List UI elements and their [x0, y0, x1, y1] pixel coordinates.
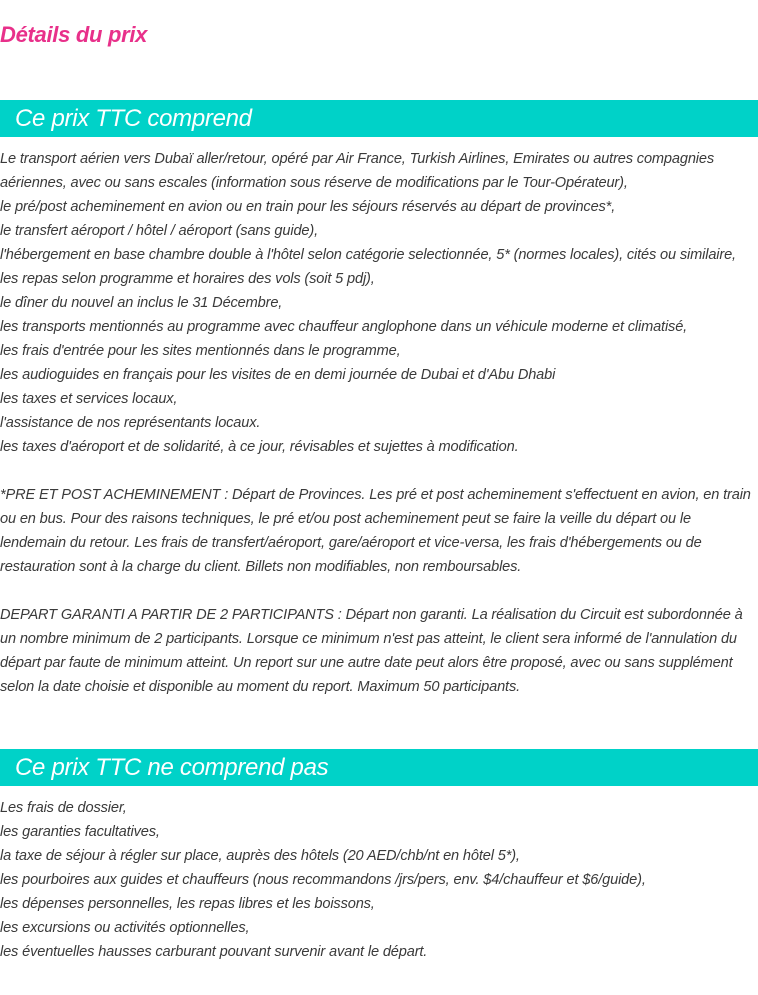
included-item: les taxes et services locaux,: [0, 391, 178, 407]
pre-post-acheminement-note: *PRE ET POST ACHEMINEMENT : Départ de Provinces. Les pré et post acheminement s'effectuent en avion, en train ou en bus. Pour des raisons techniques, le pré et/ou post acheminement peut se faire la veille du départ ou le lendemain du retour. Les frais de transfert/aéroport, gare/aéroport et vice-versa, les frais d'hébergements ou de restauration sont à la charge du client. Billets non modifiables, non remboursables.: [0, 487, 751, 575]
included-item: les taxes d'aéroport et de solidarité, à ce jour, révisables et sujettes à modification.: [0, 439, 519, 455]
included-item: les repas selon programme et horaires des vols (soit 5 pdj),: [0, 271, 375, 287]
included-item: l'assistance de nos représentants locaux.: [0, 415, 261, 431]
excluded-item: les garanties facultatives,: [0, 824, 160, 840]
included-item: les frais d'entrée pour les sites mentionnés dans le programme,: [0, 343, 401, 359]
excluded-section-header: [0, 749, 758, 786]
included-item: aériennes, avec ou sans escales (information sous réserve de modifications par le Tour-Opérateur),: [0, 175, 628, 191]
excluded-item: les excursions ou activités optionnelles,: [0, 920, 250, 936]
page-title: Détails du prix: [0, 22, 148, 47]
included-item: Le transport aérien vers Dubaï aller/retour, opéré par Air France, Turkish Airlines, Emirates ou autres compagnies: [0, 151, 714, 167]
depart-garanti-note: DEPART GARANTI A PARTIR DE 2 PARTICIPANTS : Départ non garanti. La réalisation du Circuit est subordonnée à un nombre minimum de 2 participants. Lorsque ce minimum n'est pas atteint, le client sera informé de l'annulation du départ par faute de minimum atteint. Un report sur une autre date peut alors être proposé, avec ou sans supplément selon la date choisie et disponible au moment du report. Maximum 50 participants.: [0, 607, 743, 695]
included-heading: Ce prix TTC comprend: [15, 105, 252, 132]
included-item: les audioguides en français pour les visites de en demi journée de Dubai et d'Abu Dhabi: [0, 367, 556, 383]
included-item: le pré/post acheminement en avion ou en train pour les séjours réservés au départ de provinces*,: [0, 199, 616, 215]
included-list: [0, 147, 758, 459]
excluded-item: les éventuelles hausses carburant pouvant survenir avant le départ.: [0, 944, 428, 960]
excluded-item: les dépenses personnelles, les repas libres et les boissons,: [0, 896, 375, 912]
included-item: le dîner du nouvel an inclus le 31 Décembre,: [0, 295, 283, 311]
excluded-list: [0, 796, 758, 964]
excluded-item: Les frais de dossier,: [0, 800, 127, 816]
included-item: les transports mentionnés au programme avec chauffeur anglophone dans un véhicule moderne et climatisé,: [0, 319, 688, 335]
included-item: le transfert aéroport / hôtel / aéroport (sans guide),: [0, 223, 319, 239]
excluded-item: la taxe de séjour à régler sur place, auprès des hôtels (20 AED/chb/nt en hôtel 5*),: [0, 848, 520, 864]
excluded-item: les pourboires aux guides et chauffeurs (nous recommandons /jrs/pers, env. $4/chauffeur et $6/guide),: [0, 872, 646, 888]
excluded-heading: Ce prix TTC ne comprend pas: [15, 754, 329, 781]
included-section-header: [0, 100, 758, 137]
included-item: l'hébergement en base chambre double à l'hôtel selon catégorie selectionnée, 5* (normes locales), cités ou similaire,: [0, 247, 736, 263]
